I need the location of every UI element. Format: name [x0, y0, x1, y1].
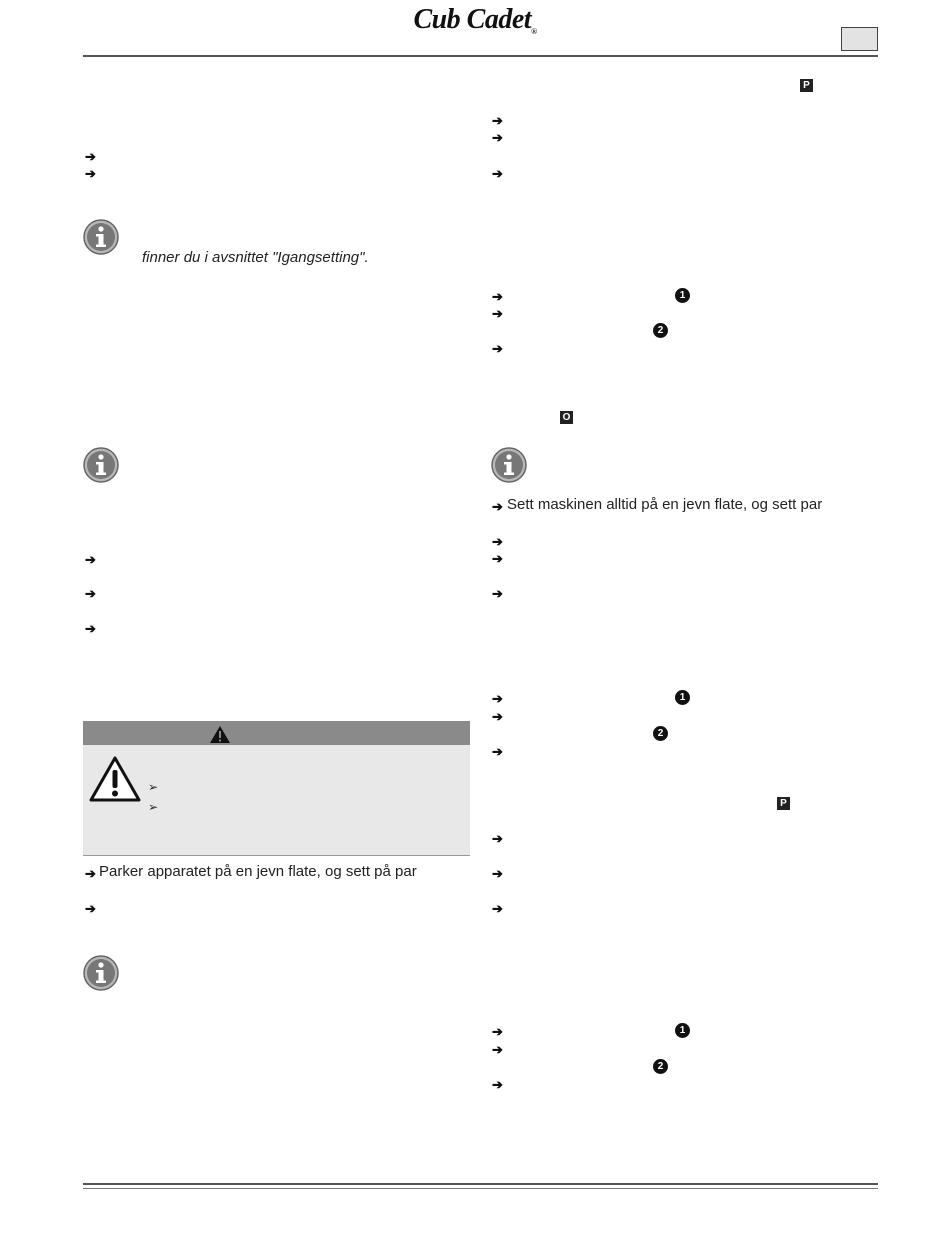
arrow-icon: ➔ — [492, 691, 503, 706]
info-icon — [491, 447, 527, 483]
arrow-icon: ➔ — [492, 130, 503, 145]
warning-triangle-icon — [88, 755, 142, 803]
arrow-icon: ➔ — [492, 709, 503, 724]
arrow-icon: ➔ — [492, 166, 503, 181]
arrow-icon: ➔ — [85, 586, 96, 601]
header-rule — [83, 55, 878, 57]
arrow-icon: ➔ — [492, 866, 503, 881]
number-2-badge: 2 — [653, 323, 668, 338]
footer-rule-thin — [83, 1188, 878, 1189]
info-icon — [83, 447, 119, 483]
arrow-icon: ➔ — [492, 831, 503, 846]
arrow-icon: ➔ — [85, 166, 96, 181]
arrow-icon: ➔ — [492, 901, 503, 916]
chevron-icon: ➢ — [148, 780, 159, 794]
arrow-icon: ➔ — [492, 744, 503, 759]
brand-name: Cub Cadet — [413, 4, 532, 35]
arrow-icon: ➔ — [492, 499, 503, 514]
info-note-text: finner du i avsnittet "Igangsetting". — [142, 249, 369, 266]
park-symbol: P — [800, 79, 813, 92]
warning-small-icon — [209, 725, 231, 744]
arrow-icon: ➔ — [85, 149, 96, 164]
instruction-park-text: Parker apparatet på en jevn flate, og sett på par — [99, 863, 417, 880]
arrow-icon: ➔ — [492, 551, 503, 566]
arrow-icon: ➔ — [492, 586, 503, 601]
arrow-icon: ➔ — [492, 1024, 503, 1039]
arrow-icon: ➔ — [85, 621, 96, 636]
arrow-icon: ➔ — [85, 552, 96, 567]
language-box — [841, 27, 878, 51]
arrow-icon: ➔ — [492, 113, 503, 128]
arrow-icon: ➔ — [85, 901, 96, 916]
arrow-icon: ➔ — [492, 534, 503, 549]
registered-mark: ® — [531, 27, 537, 36]
number-2-badge: 2 — [653, 726, 668, 741]
arrow-icon: ➔ — [492, 1042, 503, 1057]
number-1-badge: 1 — [675, 288, 690, 303]
brand-logo — [0, 4, 950, 36]
chevron-icon: ➢ — [148, 800, 159, 814]
info-icon — [83, 219, 119, 255]
number-1-badge: 1 — [675, 690, 690, 705]
footer-rule — [83, 1183, 878, 1185]
arrow-icon: ➔ — [492, 341, 503, 356]
info-icon — [83, 955, 119, 991]
arrow-icon: ➔ — [492, 1077, 503, 1092]
warning-header — [83, 721, 470, 745]
number-1-badge: 1 — [675, 1023, 690, 1038]
arrow-icon: ➔ — [492, 289, 503, 304]
instruction-level-text: Sett maskinen alltid på en jevn flate, og sett par — [507, 496, 823, 513]
off-symbol: O — [560, 411, 573, 424]
number-2-badge: 2 — [653, 1059, 668, 1074]
park-symbol: P — [777, 797, 790, 810]
arrow-icon: ➔ — [85, 866, 96, 881]
arrow-icon: ➔ — [492, 306, 503, 321]
